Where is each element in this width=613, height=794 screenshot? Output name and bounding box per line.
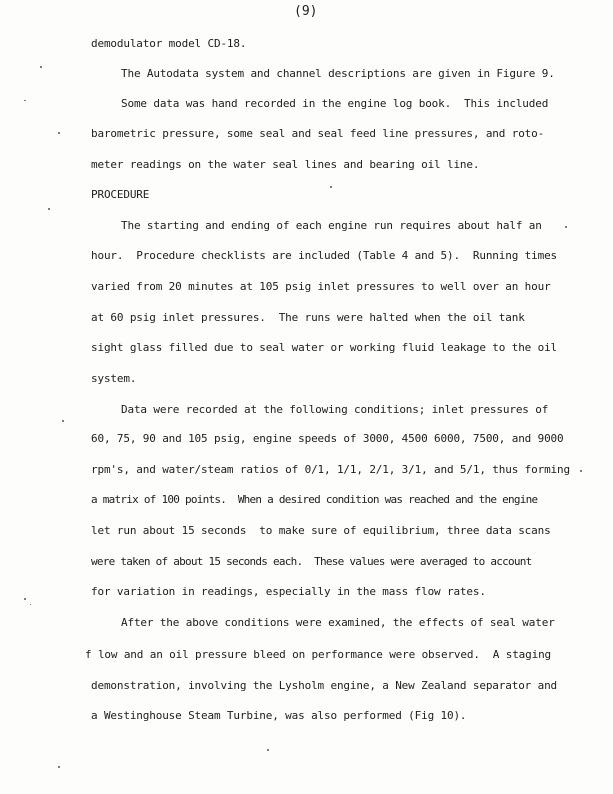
text-line: rpm's, and water/steam ratios of 0/1, 1/1, 2/1, 3/1, and 5/1, thus forming (91, 463, 570, 476)
scan-speck (330, 186, 332, 188)
text-line: The starting and ending of each engine run requires about half an (121, 219, 542, 232)
text-line: let run about 15 seconds to make sure of equilibrium, three data scans (91, 524, 551, 537)
text-line: hour. Procedure checklists are included (Table 4 and 5). Running times (91, 249, 558, 262)
text-line: demonstration, involving the Lysholm engine, a New Zealand separator and (91, 679, 558, 692)
text-line: 60, 75, 90 and 105 psig, engine speeds of 3000, 4500 6000, 7500, and 9000 (91, 432, 564, 445)
scan-speck (30, 604, 31, 605)
scan-speck (62, 420, 64, 422)
text-line: demodulator model CD-18. (91, 37, 247, 50)
text-line: sight glass filled due to seal water or working fluid leakage to the oil (91, 341, 558, 354)
scan-speck (565, 226, 567, 228)
text-line: system. (91, 372, 137, 385)
section-heading: PROCEDURE (91, 188, 150, 201)
scan-speck (267, 749, 269, 751)
text-line: varied from 20 minutes at 105 psig inlet pressures to well over an hour (91, 280, 551, 293)
scan-speck (580, 470, 582, 472)
scan-speck (58, 132, 60, 134)
text-line: a matrix of 100 points. When a desired condition was reached and the engine (91, 493, 538, 506)
text-line: at 60 psig inlet pressures. The runs were halted when the oil tank (91, 311, 525, 324)
text-line: meter readings on the water seal lines and bearing oil line. (91, 158, 480, 171)
text-line: f low and an oil pressure bleed on performance were observed. A staging (85, 648, 552, 661)
scan-speck (24, 100, 26, 101)
text-line: After the above conditions were examined, the effects of seal water (121, 616, 555, 629)
scan-speck (48, 208, 50, 210)
scan-speck (40, 66, 42, 68)
text-line: were taken of about 15 seconds each. These values were averaged to account (91, 555, 532, 568)
text-line: barometric pressure, some seal and seal feed line pressures, and roto- (91, 127, 545, 140)
scan-speck (58, 766, 60, 768)
text-line: The Autodata system and channel descriptions are given in Figure 9. (121, 67, 555, 80)
text-line: Some data was hand recorded in the engine log book. This included (121, 97, 549, 110)
scan-speck (24, 598, 26, 600)
text-line: a Westinghouse Steam Turbine, was also performed (Fig 10). (91, 709, 467, 722)
text-line: for variation in readings, especially in the mass flow rates. (91, 585, 486, 598)
page-number: (9) (294, 4, 318, 19)
text-line: Data were recorded at the following conditions; inlet pressures of (121, 403, 549, 416)
